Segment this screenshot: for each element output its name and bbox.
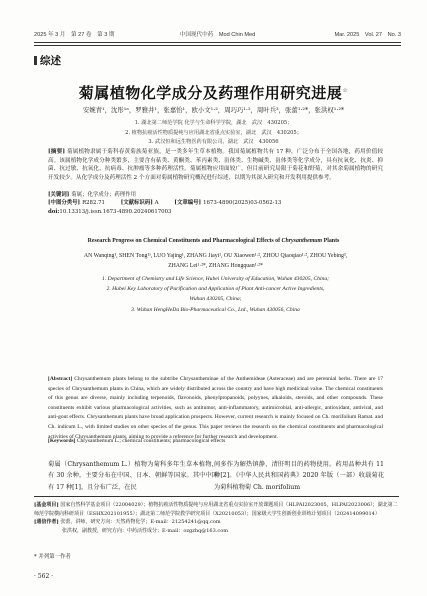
- affiliation-3: 3. 武汉恒和远生物医药有限公司，湖北 武汉 430056: [148, 139, 279, 145]
- keywords-label: [关键词]: [48, 192, 70, 198]
- english-abstract-text: Chrysanthemum plants belong to the subtribe Chrysantheminae of the Anthemideae (Asteraceae) and are perennial herbs. There are 17 species of Chrysanthemum plants in China, which are widely distributed across the country and have high medicinal value. The chemical constituents of this genus are diverse, mainly including terpenoids, flavonoids, phenylpropanoids, polyynes, alkaloids, steroids, and other compounds. These constituents exhibit various pharmacological activities, such as antitumor, anti-inflammatory, antimicrobial, anti-allergic, antioxidant, antiviral, and anti-gout effects. Chrysanthemum plants have broad application prospects. However, current research is mainly focused on Ch. morifolium Ramat. and Ch. indicum L., with limited studies on other species of the genus. This paper reviews the research on the chemical constituents and pharmacological activities of Chrysanthemum plants, aiming to provide a reference for further research and development.: [48, 376, 384, 440]
- english-affiliations: [48, 274, 383, 315]
- author-list: 安婉青¹，沈彤¹ᵃ，罗雅井¹，张嘉怡¹，欧小文¹·²，周巧巧¹·²，周叶兵³，张蕾¹·²*，张洪权¹·²*: [82, 106, 345, 114]
- clc-label: [中图分类号]: [48, 200, 81, 207]
- contact-text: 张蕾，讲师，研究方向：天然药物化学；E-mail：21254241@qq.com: [60, 519, 221, 526]
- running-header: [34, 30, 401, 42]
- abstract-label: [摘要]: [48, 149, 65, 155]
- header-issue: 2025 年 3 月 第 27 卷 第 3 期: [34, 32, 115, 38]
- english-affil-2a: 2. Hubei Key Laboratory of Purification and Application of Plant Anti-cancer Active Ingredients,: [106, 286, 325, 293]
- keywords-text: 菊属；化学成分；药理作用: [71, 192, 136, 198]
- page-number: · 562 ·: [34, 573, 54, 580]
- keywords-cn: [48, 191, 388, 199]
- contact-label: [通信作者]: [34, 519, 59, 526]
- doc-code-label: [文献标识码]: [120, 200, 153, 207]
- abstract-text: 菊属植物隶属于菊科春黄菊族菊亚族，是一类多年生草本植物。我国菊属植物共有 17 种，广泛分布于全国各地，药用价值较高。该属植物化学成分种类繁多，主要含有萜类、黄酮类、苯丙素类、甾体类、生物碱类、甾体类等化学成分，具有抗氧化、抗炎、抑菌、抗过敏、抗氧化、抗病毒、抗肿瘤等多种药理活性。菊属植物应用面较广，但目前研究局限于菊花和野菊，对其余菊属植物的研究开发较少。从化学成分及药理活性 2 个方面对菊属植物研究概况进行综述，以期为其深入研究和开发利用提供参考。: [48, 149, 383, 181]
- fund-label: [基金项目]: [34, 502, 59, 508]
- affiliations: [0, 119, 427, 148]
- english-title-prefix: Research Progress on Chemical Constituents and Pharmacological Effects of: [87, 238, 282, 244]
- article-title: [0, 82, 427, 103]
- article-meta: [48, 191, 388, 216]
- english-keywords-text: Chrysanthemum L.; chemical constituents; pharmacological effects: [76, 438, 226, 444]
- doi-label: doi:: [48, 208, 60, 215]
- doc-code-value: A: [154, 200, 159, 207]
- title-mark: ☆: [342, 87, 349, 94]
- article-no-value: 1673-4890(2025)03-0562-13: [203, 200, 282, 207]
- affiliation-1: 1. 湖北第二师范学院 化学与生命科学学院，湖北 武汉 430205；: [134, 120, 293, 126]
- english-authors-line2: ZHANG Lei¹·²*, ZHANG Hongquan¹·²*: [168, 263, 263, 269]
- english-keywords-label: [Keywords]: [48, 438, 76, 444]
- contact-note: [34, 518, 399, 527]
- header-journal: 中国现代中药 Mod Chin Med: [179, 32, 256, 38]
- english-abstract: [48, 375, 383, 442]
- body-column-right: 间多作为解热镇静、清肝明目的药物使用。药用品种共有 11 种[2]。《中华人民共和国药典》2020 年版（一部）收载菊花为菊科植物菊 Ch. morifolium: [214, 461, 384, 491]
- fund-text: 国家自然科学基金项目（22004029）；植物抗癌活性物质提纯与应用湖北省重点实验室开放课题项目（HLPAI2023005，HLPAI2023006）；湖北第二师范学院横向科研项目（ESHX202101955）；湖北第二师范学院教学研究项目（X20210053）；国家级大学生创新创业训练计划项目（202414099014）: [34, 502, 398, 517]
- abstract-cn: [48, 148, 383, 182]
- fund-note: [34, 501, 399, 518]
- english-title: [0, 238, 427, 244]
- footnote-rule: [34, 496, 399, 497]
- article-no-label: [文章编号]: [174, 200, 202, 207]
- header-rule-thin: [34, 45, 401, 46]
- footnotes: [34, 501, 399, 535]
- equal-text: 并列第一作者: [38, 554, 71, 560]
- clc-value: R282.71: [82, 200, 105, 207]
- header-issue-en: Mar. 2025 Vol. 27 No. 3: [334, 32, 401, 38]
- section-label: 综述: [34, 53, 61, 68]
- english-authors: [48, 251, 383, 271]
- affiliation-2: 2. 植物抗癌活性物质提纯与应用湖北省重点实验室，湖北 武汉 430205；: [125, 129, 302, 136]
- classification-line: [48, 199, 388, 207]
- doi-value: 10.13313/j.issn.1673-4890.20240617003: [59, 208, 172, 215]
- header-rule: [34, 42, 401, 43]
- english-authors-line1: AN Wanqing¹, SHEN Tong¹ᵃ, LUO Yajing¹, ZHANG Jiayi¹, OU Xiaowen¹·², ZHOU Qiaoqiao¹·², ZHOU Yebing³,: [83, 253, 348, 259]
- equal-mark: *: [34, 554, 39, 560]
- body-column-left: 菊属（Chrysanthemum L.）植物为菊科多年生草本植物，有 30 余种，主要分布在中国、日本、朝鲜等国家。其中中国有 17 种[1]，且分布广泛，在民: [48, 461, 218, 491]
- english-affil-2b: Wuhan 430205, China;: [189, 296, 242, 303]
- equal-contribution-note: [34, 552, 71, 560]
- contact-note-2: 张洪权，副教授，研究方向：中药活性成分；E-mail：ozgzhq@163.com: [62, 527, 228, 534]
- english-affil-3: 3. Wuhan HengHeDa Bio-Pharmaceutical Co., Ltd., Wuhan 430056, China: [131, 306, 300, 313]
- english-title-genus: Chrysanthemum: [281, 238, 323, 244]
- article-title-text: 菊属植物化学成分及药理作用研究进展: [78, 84, 343, 102]
- english-affil-1: 1. Department of Chemistry and Life Science, Hubei University of Education, Wuhan 430205, China;: [102, 276, 329, 282]
- doi-line: [48, 208, 388, 216]
- english-abstract-label: [Abstract]: [48, 376, 73, 382]
- english-keywords: [48, 438, 383, 444]
- english-title-suffix: Plants: [322, 238, 340, 244]
